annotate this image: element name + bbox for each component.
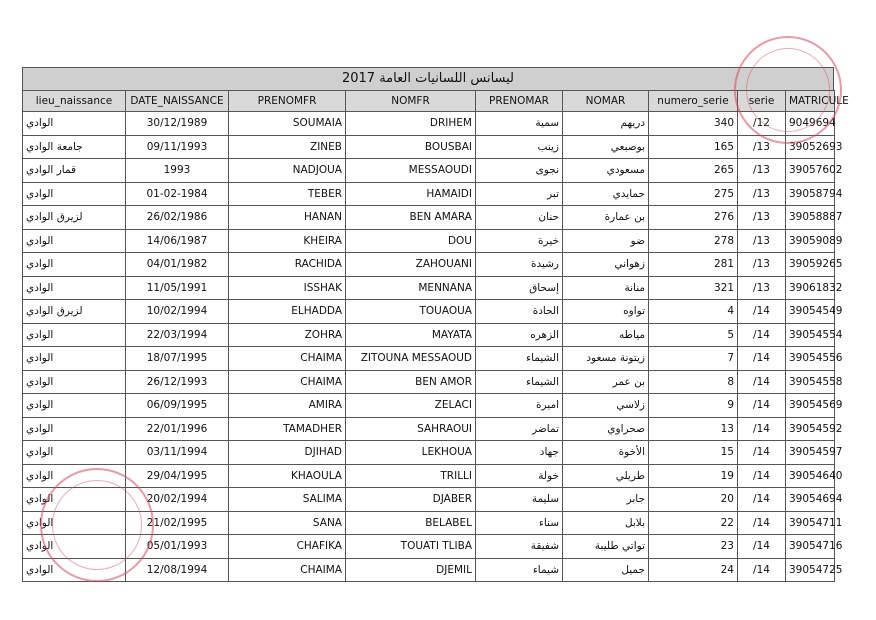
cell-date-naissance: 09/11/1993 [126, 135, 229, 159]
cell-matricule: 39057602 [786, 159, 835, 183]
cell-nomar: منانة [563, 276, 649, 300]
cell-prenomfr: NADJOUA [229, 159, 346, 183]
cell-nomar: مسعودي [563, 159, 649, 183]
col-date-naissance: DATE_NAISSANCE [126, 91, 229, 112]
cell-nomfr: BOUSBAI [346, 135, 476, 159]
cell-numero-serie: 8 [649, 370, 738, 394]
cell-serie: /14 [738, 417, 786, 441]
cell-nomfr: TOUATI TLIBA [346, 535, 476, 559]
cell-prenomar: جهاد [476, 441, 563, 465]
cell-prenomar: رشيدة [476, 253, 563, 277]
cell-matricule: 39052693 [786, 135, 835, 159]
cell-nomfr: DOU [346, 229, 476, 253]
cell-matricule: 39054558 [786, 370, 835, 394]
cell-serie: /12 [738, 112, 786, 136]
table-row [23, 558, 835, 582]
cell-prenomfr: ELHADDA [229, 300, 346, 324]
cell-prenomar: حنان [476, 206, 563, 230]
cell-prenomar: الشيماء [476, 347, 563, 371]
cell-date-naissance: 03/11/1994 [126, 441, 229, 465]
cell-date-naissance: 22/03/1994 [126, 323, 229, 347]
cell-date-naissance: 11/05/1991 [126, 276, 229, 300]
cell-lieu-naissance: قمار الوادي [23, 159, 126, 183]
cell-numero-serie: 23 [649, 535, 738, 559]
cell-prenomfr: CHAIMA [229, 347, 346, 371]
cell-prenomar: زينب [476, 135, 563, 159]
cell-numero-serie: 5 [649, 323, 738, 347]
cell-nomar: بن عمر [563, 370, 649, 394]
cell-matricule: 39059265 [786, 253, 835, 277]
cell-prenomar: سمية [476, 112, 563, 136]
cell-nomar: الأخوة [563, 441, 649, 465]
cell-nomfr: BEN AMOR [346, 370, 476, 394]
cell-serie: /13 [738, 135, 786, 159]
cell-prenomfr: RACHIDA [229, 253, 346, 277]
cell-date-naissance: 06/09/1995 [126, 394, 229, 418]
cell-nomar: جميل [563, 558, 649, 582]
cell-date-naissance: 22/01/1996 [126, 417, 229, 441]
cell-serie: /14 [738, 323, 786, 347]
cell-lieu-naissance: الوادي [23, 488, 126, 512]
cell-matricule: 39054640 [786, 464, 835, 488]
cell-nomar: حمايدي [563, 182, 649, 206]
table-row [23, 206, 835, 230]
col-prenomfr: PRENOMFR [229, 91, 346, 112]
cell-date-naissance: 18/07/1995 [126, 347, 229, 371]
cell-serie: /14 [738, 535, 786, 559]
col-matricule: MATRICULE [786, 91, 835, 112]
cell-nomfr: DJABER [346, 488, 476, 512]
cell-numero-serie: 276 [649, 206, 738, 230]
stamp-bottom-left [40, 468, 154, 582]
cell-serie: /14 [738, 558, 786, 582]
cell-matricule: 39061832 [786, 276, 835, 300]
cell-serie: /13 [738, 276, 786, 300]
cell-prenomar: سناء [476, 511, 563, 535]
cell-date-naissance: 29/04/1995 [126, 464, 229, 488]
cell-prenomfr: ZINEB [229, 135, 346, 159]
cell-lieu-naissance: الوادي [23, 441, 126, 465]
table-row [23, 300, 835, 324]
cell-numero-serie: 165 [649, 135, 738, 159]
cell-serie: /13 [738, 253, 786, 277]
cell-numero-serie: 20 [649, 488, 738, 512]
col-prenomar: PRENOMAR [476, 91, 563, 112]
cell-nomar: ضو [563, 229, 649, 253]
cell-nomfr: TRILLI [346, 464, 476, 488]
cell-nomfr: BELABEL [346, 511, 476, 535]
cell-prenomfr: DJIHAD [229, 441, 346, 465]
cell-numero-serie: 15 [649, 441, 738, 465]
cell-lieu-naissance: الوادي [23, 464, 126, 488]
cell-prenomar: تبر [476, 182, 563, 206]
cell-prenomar: شيماء [476, 558, 563, 582]
cell-date-naissance: 14/06/1987 [126, 229, 229, 253]
cell-prenomfr: TAMADHER [229, 417, 346, 441]
cell-lieu-naissance: جامعة الوادي [23, 135, 126, 159]
cell-numero-serie: 13 [649, 417, 738, 441]
stamp-bottom-left-text [47, 493, 147, 539]
cell-nomfr: SAHRAOUI [346, 417, 476, 441]
table-row [23, 323, 835, 347]
cell-date-naissance: 12/08/1994 [126, 558, 229, 582]
cell-nomar: بلابل [563, 511, 649, 535]
cell-nomfr: MENNANA [346, 276, 476, 300]
cell-date-naissance: 10/02/1994 [126, 300, 229, 324]
cell-matricule: 39054716 [786, 535, 835, 559]
col-lieu-naissance: lieu_naissance [23, 91, 126, 112]
cell-serie: /14 [738, 300, 786, 324]
cell-numero-serie: 7 [649, 347, 738, 371]
cell-date-naissance: 20/02/1994 [126, 488, 229, 512]
table-header-row [23, 91, 835, 112]
cell-nomfr: MESSAOUDI [346, 159, 476, 183]
cell-prenomfr: ZOHRA [229, 323, 346, 347]
cell-nomar: زيتونة مسعود [563, 347, 649, 371]
cell-numero-serie: 4 [649, 300, 738, 324]
cell-matricule: 39054554 [786, 323, 835, 347]
cell-serie: /14 [738, 488, 786, 512]
table-row [23, 253, 835, 277]
cell-lieu-naissance: لزيرق الوادي [23, 206, 126, 230]
table-row [23, 441, 835, 465]
cell-serie: /14 [738, 347, 786, 371]
cell-nomfr: LEKHOUA [346, 441, 476, 465]
cell-prenomar: خيرة [476, 229, 563, 253]
cell-lieu-naissance: الوادي [23, 112, 126, 136]
cell-lieu-naissance: الوادي [23, 253, 126, 277]
cell-nomar: طريلي [563, 464, 649, 488]
cell-prenomfr: AMIRA [229, 394, 346, 418]
cell-nomfr: ZELACI [346, 394, 476, 418]
cell-lieu-naissance: الوادي [23, 229, 126, 253]
cell-nomfr: DRIHEM [346, 112, 476, 136]
cell-serie: /13 [738, 206, 786, 230]
table-row [23, 159, 835, 183]
cell-serie: /13 [738, 229, 786, 253]
cell-lieu-naissance: الوادي [23, 511, 126, 535]
cell-lieu-naissance: الوادي [23, 276, 126, 300]
cell-numero-serie: 321 [649, 276, 738, 300]
cell-date-naissance: 01-02-1984 [126, 182, 229, 206]
cell-matricule: 39054569 [786, 394, 835, 418]
col-numero-serie: numero_serie [649, 91, 738, 112]
cell-nomar: صحراوي [563, 417, 649, 441]
cell-serie: /14 [738, 370, 786, 394]
cell-prenomfr: KHAOULA [229, 464, 346, 488]
cell-prenomar: الحادة [476, 300, 563, 324]
table-row [23, 135, 835, 159]
cell-matricule: 39054592 [786, 417, 835, 441]
cell-numero-serie: 275 [649, 182, 738, 206]
cell-matricule: 39054556 [786, 347, 835, 371]
cell-numero-serie: 19 [649, 464, 738, 488]
cell-nomfr: ZAHOUANI [346, 253, 476, 277]
cell-prenomfr: SOUMAIA [229, 112, 346, 136]
cell-matricule: 39054725 [786, 558, 835, 582]
cell-date-naissance: 26/02/1986 [126, 206, 229, 230]
cell-prenomar: شفيقة [476, 535, 563, 559]
cell-nomar: بوصبعي [563, 135, 649, 159]
cell-numero-serie: 9 [649, 394, 738, 418]
col-nomfr: NOMFR [346, 91, 476, 112]
cell-date-naissance: 04/01/1982 [126, 253, 229, 277]
cell-prenomar: إسحاق [476, 276, 563, 300]
cell-matricule: 9049694 [786, 112, 835, 136]
cell-nomfr: MAYATA [346, 323, 476, 347]
cell-serie: /13 [738, 182, 786, 206]
cell-nomfr: HAMAIDI [346, 182, 476, 206]
cell-nomar: تواوه [563, 300, 649, 324]
cell-lieu-naissance: الوادي [23, 558, 126, 582]
cell-nomar: تواتي طليبة [563, 535, 649, 559]
table-row [23, 182, 835, 206]
cell-nomar: دريهم [563, 112, 649, 136]
cell-date-naissance: 26/12/1993 [126, 370, 229, 394]
cell-serie: /13 [738, 159, 786, 183]
table-row [23, 112, 835, 136]
stamp-top-right [734, 36, 842, 144]
cell-numero-serie: 265 [649, 159, 738, 183]
cell-prenomfr: CHAIMA [229, 370, 346, 394]
cell-prenomar: خولة [476, 464, 563, 488]
cell-matricule: 39054711 [786, 511, 835, 535]
cell-lieu-naissance: الوادي [23, 182, 126, 206]
cell-numero-serie: 278 [649, 229, 738, 253]
col-serie: serie [738, 91, 786, 112]
cell-matricule: 39054549 [786, 300, 835, 324]
cell-date-naissance: 30/12/1989 [126, 112, 229, 136]
cell-numero-serie: 340 [649, 112, 738, 136]
cell-nomar: بن عمارة [563, 206, 649, 230]
cell-lieu-naissance: الوادي [23, 535, 126, 559]
cell-serie: /14 [738, 464, 786, 488]
table-title: ليسانس اللسانيات العامة 2017 [22, 67, 834, 90]
cell-numero-serie: 22 [649, 511, 738, 535]
cell-prenomar: نجوى [476, 159, 563, 183]
cell-date-naissance: 21/02/1995 [126, 511, 229, 535]
cell-numero-serie: 24 [649, 558, 738, 582]
cell-date-naissance: 05/01/1993 [126, 535, 229, 559]
cell-serie: /14 [738, 511, 786, 535]
cell-prenomfr: SALIMA [229, 488, 346, 512]
cell-nomfr: DJEMIL [346, 558, 476, 582]
cell-prenomar: اميرة [476, 394, 563, 418]
cell-serie: /14 [738, 394, 786, 418]
table-row [23, 229, 835, 253]
cell-lieu-naissance: الوادي [23, 417, 126, 441]
cell-prenomfr: TEBER [229, 182, 346, 206]
cell-prenomfr: CHAFIKA [229, 535, 346, 559]
cell-lieu-naissance: لزيرق الوادي [23, 300, 126, 324]
cell-prenomfr: HANAN [229, 206, 346, 230]
cell-lieu-naissance: الوادي [23, 370, 126, 394]
cell-prenomar: تماضر [476, 417, 563, 441]
cell-nomar: جابر [563, 488, 649, 512]
cell-numero-serie: 281 [649, 253, 738, 277]
cell-lieu-naissance: الوادي [23, 394, 126, 418]
cell-matricule: 39058887 [786, 206, 835, 230]
cell-matricule: 39054597 [786, 441, 835, 465]
cell-nomar: زهواني [563, 253, 649, 277]
cell-prenomfr: KHEIRA [229, 229, 346, 253]
cell-nomar: زلاسي [563, 394, 649, 418]
cell-prenomfr: ISSHAK [229, 276, 346, 300]
cell-prenomar: الشيماء [476, 370, 563, 394]
cell-nomfr: BEN AMARA [346, 206, 476, 230]
cell-prenomfr: SANA [229, 511, 346, 535]
col-nomar: NOMAR [563, 91, 649, 112]
cell-lieu-naissance: الوادي [23, 347, 126, 371]
table-row [23, 417, 835, 441]
cell-serie: /14 [738, 441, 786, 465]
cell-nomar: مياطه [563, 323, 649, 347]
cell-matricule: 39054694 [786, 488, 835, 512]
table-row [23, 347, 835, 371]
cell-prenomfr: CHAIMA [229, 558, 346, 582]
cell-lieu-naissance: الوادي [23, 323, 126, 347]
cell-date-naissance: 1993 [126, 159, 229, 183]
cell-matricule: 39058794 [786, 182, 835, 206]
stamp-top-right-text [741, 60, 835, 104]
cell-prenomar: الزهره [476, 323, 563, 347]
table-row [23, 394, 835, 418]
table-row [23, 276, 835, 300]
cell-nomfr: TOUAOUA [346, 300, 476, 324]
cell-prenomar: سليمة [476, 488, 563, 512]
cell-matricule: 39059089 [786, 229, 835, 253]
cell-nomfr: ZITOUNA MESSAOUD [346, 347, 476, 371]
table-row [23, 370, 835, 394]
table-row [23, 464, 835, 488]
